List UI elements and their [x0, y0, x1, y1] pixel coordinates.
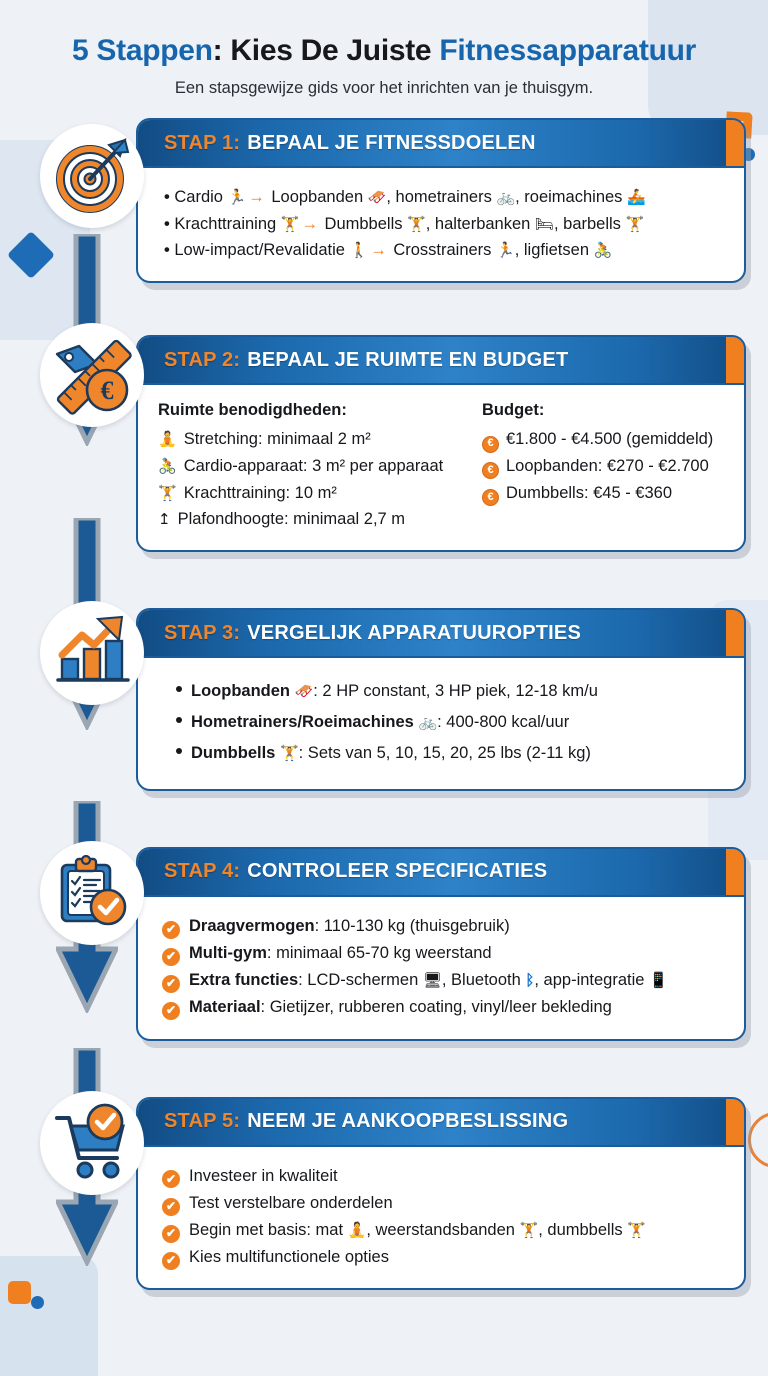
- bullet-text-barbells: , barbells: [553, 214, 626, 233]
- space-row: [158, 426, 466, 453]
- arrow-right-icon: →: [370, 241, 387, 260]
- decision-text: Test verstelbare onderdelen: [189, 1193, 393, 1212]
- yoga-mat-icon: 🧘: [347, 1222, 367, 1239]
- ruler-euro-tag-icon: [40, 323, 144, 427]
- title-part-1: 5 Stappen: [72, 34, 213, 67]
- bluetooth-icon: ᛒ: [525, 972, 535, 990]
- treadmill-icon: 🛷: [294, 683, 314, 701]
- height-arrow-icon: ↥: [158, 511, 171, 529]
- space-row: [158, 506, 466, 533]
- elliptical-icon: 🏃: [496, 242, 515, 260]
- exercise-bike-icon: 🚲: [418, 714, 438, 732]
- step-card-5: [40, 1097, 746, 1291]
- steps-flow: [0, 118, 768, 1290]
- target-arrow-icon: [40, 124, 144, 228]
- spec-bold-label: Extra functies: [189, 971, 299, 990]
- euro-coin-icon: €: [482, 462, 499, 479]
- step-4-label: STAP 4:: [164, 860, 241, 883]
- dumbbell-icon: 🏋: [158, 484, 177, 502]
- check-badge-icon: ✔: [162, 975, 180, 993]
- budget-heading: Budget:: [482, 401, 545, 420]
- step-4-header: [138, 849, 744, 897]
- euro-coin-icon: €: [482, 489, 499, 506]
- budget-row-text: Loopbanden: €270 - €2.700: [506, 456, 709, 475]
- check-badge-icon: ✔: [162, 1198, 180, 1216]
- bullet-text-cardio: Cardio: [174, 188, 228, 206]
- step-5-card[interactable]: [136, 1097, 746, 1291]
- list-item: • Low-impact/Revalidatie 🚶 → Crosstrainers 🏃, ligfietsen 🚴: [164, 241, 613, 260]
- space-row-text: Cardio-apparaat: 3 m² per apparaat: [183, 456, 444, 475]
- spec-bold-label: Multi-gym: [189, 943, 267, 962]
- step-card-1: [40, 118, 746, 283]
- bullet-dot-icon: [176, 686, 182, 692]
- step-card-2: [40, 335, 746, 552]
- page-title: [20, 34, 748, 67]
- title-colon: :: [212, 34, 223, 67]
- rowing-machine-icon: 🚣: [627, 189, 646, 206]
- decision-text-2: , weerstandsbanden: [366, 1221, 520, 1239]
- bullet-text-bench: , halterbanken: [425, 214, 535, 233]
- list-item: [162, 913, 724, 940]
- title-part-3: Fitnessapparatuur: [439, 34, 696, 67]
- list-item: [176, 709, 724, 736]
- decision-text: Begin met basis: mat: [189, 1221, 348, 1239]
- list-item: [162, 1217, 724, 1244]
- step-5-title: NEEM JE AANKOOPBESLISSING: [247, 1110, 569, 1133]
- spec-rest-text-3: , app-integratie: [534, 971, 650, 990]
- page-subtitle: Een stapsgewijze gids voor het inrichten van je thuisgym.: [174, 79, 594, 97]
- exercise-bike-icon: 🚲: [496, 189, 516, 206]
- budget-row-text: Dumbbells: €45 - €360: [506, 483, 673, 502]
- spec-rest-text: : minimaal 65-70 kg weerstand: [266, 943, 492, 962]
- decorative-dot-bottom-left: [31, 1296, 44, 1309]
- check-badge-icon: ✔: [162, 1225, 180, 1243]
- bullet-dot-icon: [176, 748, 182, 754]
- dumbbell-icon: 🏋: [625, 215, 645, 233]
- step-1-card[interactable]: [136, 118, 746, 283]
- spec-bold-label: Draagvermogen: [189, 916, 315, 935]
- step-5-body: [138, 1147, 744, 1289]
- list-item: [162, 1244, 724, 1271]
- item-bold-label: Dumbbells: [191, 744, 276, 763]
- dumbbell-icon: 🏋: [407, 215, 426, 233]
- step-5-header: [138, 1099, 744, 1147]
- cardio-machine-icon: 🚴: [158, 457, 177, 475]
- decision-text: Kies multifunctionele opties: [189, 1248, 389, 1267]
- step-3-card[interactable]: [136, 608, 746, 791]
- space-row-text: Plafondhoogte: minimaal 2,7 m: [177, 510, 406, 529]
- step-1-body: [138, 168, 744, 281]
- bullet-text-recumbent: , ligfietsen: [514, 241, 594, 260]
- stretching-icon: 🧘: [158, 431, 177, 449]
- check-badge-icon: ✔: [162, 921, 180, 939]
- check-badge-icon: ✔: [162, 1252, 180, 1270]
- spec-rest-text: : Gietijzer, rubberen coating, vinyl/leer bekleding: [260, 998, 612, 1017]
- svg-text:€: €: [100, 376, 114, 406]
- weight-bench-icon: 🛏: [534, 215, 554, 233]
- bullet-text-treadmill: Loopbanden: [266, 188, 368, 206]
- step-1-label: STAP 1:: [164, 131, 241, 154]
- title-part-2: Kies De Juiste: [230, 34, 432, 67]
- list-item: [162, 994, 724, 1021]
- item-rest-text: : 400-800 kcal/uur: [437, 713, 570, 732]
- step-3-label: STAP 3:: [164, 621, 241, 644]
- spec-rest-text-2: , Bluetooth: [441, 971, 526, 990]
- list-item: [162, 940, 724, 967]
- bar-chart-growth-icon: [40, 601, 144, 705]
- step-1-header: [138, 120, 744, 168]
- list-item: [176, 678, 724, 705]
- check-badge-icon: ✔: [162, 1170, 180, 1188]
- list-item: [176, 740, 724, 767]
- space-row-text: Stretching: minimaal 2 m²: [183, 430, 371, 449]
- dumbbell-icon: 🏋: [627, 1222, 646, 1239]
- monitor-icon: 🖥: [422, 972, 442, 990]
- bullet-text-strength: Krachttraining: [174, 214, 281, 233]
- walking-person-icon: 🚶: [349, 242, 369, 260]
- list-item: [162, 967, 724, 994]
- budget-row: [482, 426, 724, 453]
- list-item: • Cardio 🏃 → Loopbanden 🛷, hometrainers 🚲, roeimachines 🚣: [164, 188, 646, 206]
- bullet-text-dumbbells: Dumbbells: [319, 214, 408, 233]
- check-badge-icon: ✔: [162, 1002, 180, 1020]
- step-2-body: [138, 385, 744, 550]
- spec-rest-text: : LCD-schermen: [298, 971, 423, 990]
- space-row: [158, 480, 466, 507]
- bullet-text-rowing: , roeimachines: [515, 188, 628, 206]
- step-3-title: VERGELIJK APPARATUUROPTIES: [247, 621, 581, 644]
- spec-bold-label: Materiaal: [189, 998, 261, 1017]
- runner-icon: 🏃: [227, 189, 247, 206]
- clipboard-check-icon: [40, 841, 144, 945]
- euro-coin-icon: €: [482, 436, 499, 453]
- space-row-text: Krachttraining: 10 m²: [183, 483, 337, 502]
- step-4-card[interactable]: [136, 847, 746, 1041]
- list-item: • Krachttraining 🏋 → Dumbbells 🏋, halterbanken 🛏, barbells 🏋: [164, 214, 645, 233]
- dumbbell-icon: 🏋: [280, 215, 300, 233]
- step-3-header: [138, 610, 744, 658]
- step-2-label: STAP 2:: [164, 348, 241, 371]
- step-1-list: [164, 184, 724, 264]
- bullet-text-bike: , hometrainers: [386, 188, 497, 206]
- spec-rest-text: : 110-130 kg (thuisgebruik): [314, 916, 510, 935]
- space-requirements-heading: Ruimte benodigdheden:: [158, 401, 347, 420]
- budget-row: [482, 480, 724, 507]
- decision-text-3: , dumbbells: [538, 1221, 628, 1239]
- list-item: [162, 1163, 724, 1190]
- decision-text: Investeer in kwaliteit: [189, 1166, 338, 1185]
- item-rest-text: : 2 HP constant, 3 HP piek, 12-18 km/u: [313, 682, 598, 701]
- space-row: [158, 453, 466, 480]
- item-rest-text: : Sets van 5, 10, 15, 20, 25 lbs (2-11 kg): [298, 744, 591, 763]
- budget-row: [482, 453, 724, 480]
- resistance-band-icon: 🏋: [519, 1222, 539, 1239]
- dumbbell-icon: 🏋: [279, 745, 299, 763]
- page-header: [0, 0, 768, 98]
- arrow-right-icon: →: [248, 188, 265, 206]
- recumbent-bike-icon: 🚴: [593, 242, 613, 260]
- step-3-body: [138, 658, 744, 789]
- step-4-title: CONTROLEER SPECIFICATIES: [247, 860, 548, 883]
- step-card-4: [40, 847, 746, 1041]
- treadmill-icon: 🛷: [367, 189, 387, 206]
- budget-column: [482, 401, 724, 533]
- bullet-text-lowimpact: Low-impact/Revalidatie: [174, 241, 350, 260]
- space-requirements-column: [158, 401, 466, 533]
- step-4-body: [138, 897, 744, 1039]
- step-2-card[interactable]: [136, 335, 746, 552]
- check-badge-icon: ✔: [162, 948, 180, 966]
- bullet-dot-icon: [176, 717, 182, 723]
- step-5-label: STAP 5:: [164, 1110, 241, 1133]
- item-bold-label: Loopbanden: [191, 682, 290, 701]
- item-bold-label: Hometrainers/Roeimachines: [191, 713, 414, 732]
- bullet-text-elliptical: Crosstrainers: [388, 241, 497, 260]
- step-2-header: [138, 337, 744, 385]
- shopping-cart-check-icon: [40, 1091, 144, 1195]
- list-item: [162, 1190, 724, 1217]
- smartphone-icon: 📱: [649, 972, 668, 990]
- budget-row-text: €1.800 - €4.500 (gemiddeld): [506, 430, 714, 449]
- step-card-3: [40, 608, 746, 791]
- step-1-title: BEPAAL JE FITNESSDOELEN: [247, 131, 536, 154]
- arrow-right-icon: →: [301, 214, 318, 233]
- step-2-title: BEPAAL JE RUIMTE EN BUDGET: [247, 348, 569, 371]
